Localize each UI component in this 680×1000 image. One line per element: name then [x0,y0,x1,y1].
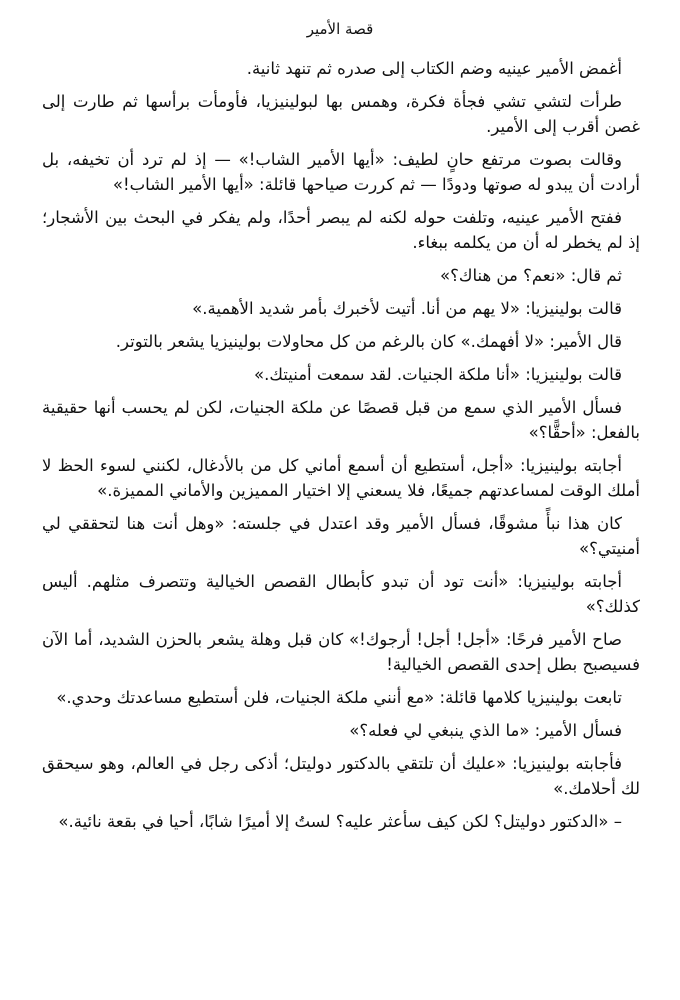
paragraph: فسأل الأمير: «ما الذي ينبغي لي فعله؟» [349,721,622,740]
paragraph: قال الأمير: «لا أفهمك.» كان بالرغم من كل محاولات بولينيزيا يشعر بالتوتر. [115,332,622,351]
paragraph: وقالت بصوت مرتفع حانٍ لطيف: «أيها الأمير الشاب!» — إذ لم ترد أن تخيفه، بل أرادت أن يبدو له صوتها ودودًا — ثم كررت صياحها قائلة: «أيها الأمير الشاب!» [42,150,640,194]
paragraph: أجابته بولينيزيا: «أنت تود أن تبدو كأبطال القصص الخيالية وتتصرف مثلهم. أليس كذلك؟» [42,572,640,616]
paragraph: قالت بولينيزيا: «لا يهم من أنا. أتيت لأخبرك بأمر شديد الأهمية.» [192,299,622,318]
paragraph: أغمض الأمير عينيه وضم الكتاب إلى صدره ثم تنهد ثانية. [246,59,622,78]
paragraph: أجابته بولينيزيا: «أجل، أستطيع أن أسمع أماني كل من بالأدغال، لكنني لسوء الحظ لا أملك الوقت لمساعدتهم جميعًا، فلا يسعني إلا اختيار المميزين والأماني المميزة.» [42,456,640,500]
paragraph: فأجابته بولينيزيا: «عليك أن تلتقي بالدكتور دوليتل؛ أذكى رجل في العالم، وهو سيحقق لك أحلامك.» [42,754,640,798]
paragraph: – «الدكتور دوليتل؟ لكن كيف سأعثر عليه؟ لستُ إلا أميرًا شابًا، أحيا في بقعة نائية.» [58,812,622,831]
running-header: قصة الأمير [306,20,374,38]
story-text [0,56,680,834]
paragraph: فسأل الأمير الذي سمع من قبل قصصًا عن ملكة الجنيات، لكن لم يحسب أنها حقيقية بالفعل: «أحقًّا؟» [42,398,640,442]
paragraph: كان هذا نبأً مشوقًا، فسأل الأمير وقد اعتدل في جلسته: «وهل أنت هنا لتحققي لي أمنيتي؟» [42,514,640,558]
paragraph: قالت بولينيزيا: «أنا ملكة الجنيات. لقد سمعت أمنيتك.» [254,365,622,384]
paragraph: ففتح الأمير عينيه، وتلفت حوله لكنه لم يبصر أحدًا، ولم يفكر في البحث بين الأشجار؛ إذ لم يخطر له أن من يكلمه ببغاء. [42,208,640,252]
paragraph: تابعت بولينيزيا كلامها قائلة: «مع أنني ملكة الجنيات، فلن أستطيع مساعدتك وحدي.» [56,688,622,707]
paragraph: طرأت لتشي تشي فجأة فكرة، وهمس بها لبولينيزيا، فأومأت برأسها ثم طارت إلى غصن أقرب إلى الأمير. [42,92,640,136]
paragraph: ثم قال: «نعم؟ من هناك؟» [440,266,622,285]
paragraph: صاح الأمير فرحًا: «أجل! أجل! أرجوك!» كان قبل وهلة يشعر بالحزن الشديد، أما الآن فسيصبح بطل إحدى القصص الخيالية! [42,630,640,674]
